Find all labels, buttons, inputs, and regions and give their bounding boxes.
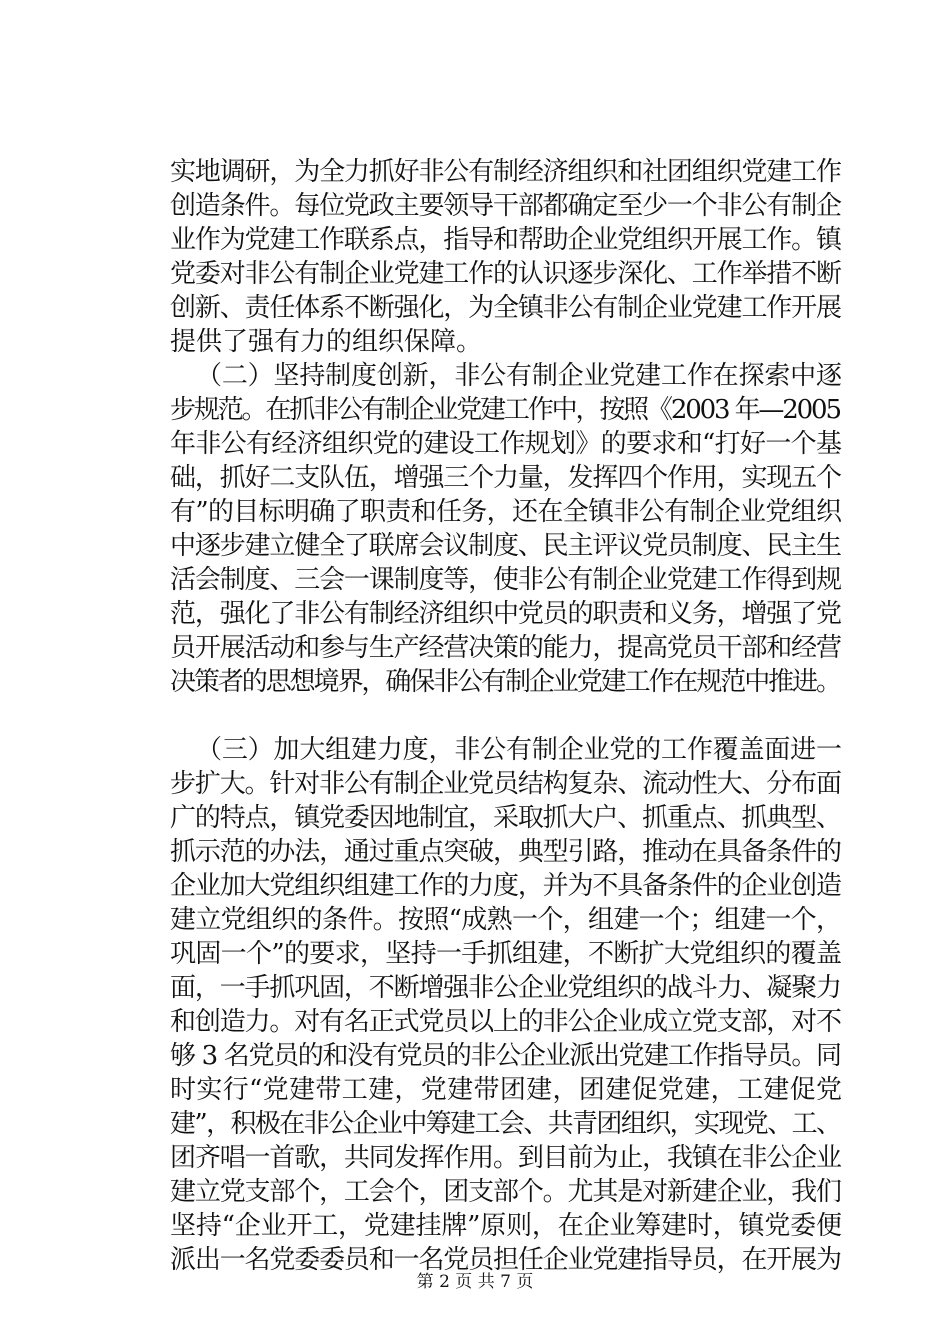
text-line-content: 中逐步建立健全了联席会议制度、民主评议党员制度、民主生	[170, 531, 841, 561]
text-line-content: 提供了强有力的组织保障。	[170, 327, 483, 357]
text-line-content: 步扩大。针对非公有制企业党员结构复杂、流动性大、分布面	[170, 769, 841, 799]
text-line-content: 建立党组织的条件。按照“成熟一个，组建一个；组建一个，	[170, 905, 842, 935]
text-line-content: 抓示范的办法，通过重点突破，典型引路，推动在具备条件的	[170, 837, 841, 867]
page-number-footer: 第 2 页 共 7 页	[416, 1272, 534, 1292]
text-line-content: 业作为党建工作联系点，指导和帮助企业党组织开展工作。镇	[170, 225, 841, 255]
text-line-content: 步规范。在抓非公有制企业党建工作中，按照《2003 年—2005	[170, 395, 840, 425]
text-line-content: 党委对非公有制企业党建工作的认识逐步深化、工作举措不断	[170, 259, 841, 289]
text-line-content: 实地调研，为全力抓好非公有制经济组织和社团组织党建工作	[170, 157, 841, 187]
text-line-content: 团齐唱一首歌，共同发挥作用。到目前为止，我镇在非公企业	[170, 1143, 841, 1173]
text-line-content: 有”的目标明确了职责和任务，还在全镇非公有制企业党组织	[170, 497, 842, 527]
text-line-content: 面，一手抓巩固，不断增强非公企业党组织的战斗力、凝聚力	[170, 973, 841, 1003]
text-line-content: 范，强化了非公有制经济组织中党员的职责和义务，增强了党	[170, 599, 841, 629]
text-line-content: 年非公有经济组织党的建设工作规划》的要求和“打好一个基	[170, 429, 842, 459]
text-line-content: 建”，积极在非公企业中筹建工会、共青团组织，实现党、工、	[170, 1109, 841, 1139]
text-line-content: 创新、责任体系不断强化，为全镇非公有制企业党建工作开展	[170, 293, 841, 323]
text-line-content: 建立党支部个，工会个，团支部个。尤其是对新建企业，我们	[170, 1177, 841, 1207]
text-line-content: 巩固一个”的要求，坚持一手抓组建，不断扩大党组织的覆盖	[170, 939, 842, 969]
text-line-content: 够 3 名党员的和没有党员的非公企业派出党建工作指导员。同	[170, 1041, 841, 1071]
text-line-content: 活会制度、三会一课制度等，使非公有制企业党建工作得到规	[170, 565, 841, 595]
text-line-content: 坚持“企业开工，党建挂牌”原则，在企业筹建时，镇党委便	[170, 1211, 842, 1241]
text-line-content: 础，抓好二支队伍，增强三个力量，发挥四个作用，实现五个	[170, 463, 841, 493]
text-line-content: （三）加大组建力度，非公有制企业党的工作覆盖面进一	[196, 735, 842, 765]
text-line	[0, 662, 950, 702]
text-line-content: 派出一名党委委员和一名党员担任企业党建指导员，在开展为	[170, 1245, 841, 1275]
text-line-content: （二）坚持制度创新，非公有制企业党建工作在探索中逐	[196, 361, 842, 391]
text-line-content: 创造条件。每位党政主要领导干部都确定至少一个非公有制企	[170, 191, 841, 221]
text-line-content: 和创造力。对有名正式党员以上的非公企业成立党支部，对不	[170, 1007, 841, 1037]
text-line-content: 广的特点，镇党委因地制宜，采取抓大户、抓重点、抓典型、	[170, 803, 841, 833]
text-line-content: 决策者的思想境界，确保非公有制企业党建工作在规范中推进。	[170, 667, 840, 697]
text-line-content: 员开展活动和参与生产经营决策的能力，提高党员干部和经营	[170, 633, 841, 663]
text-line-content: 企业加大党组织组建工作的力度，并为不具备条件的企业创造	[170, 871, 841, 901]
text-line-content: 时实行“党建带工建，党建带团建，团建促党建，工建促党	[170, 1075, 843, 1105]
